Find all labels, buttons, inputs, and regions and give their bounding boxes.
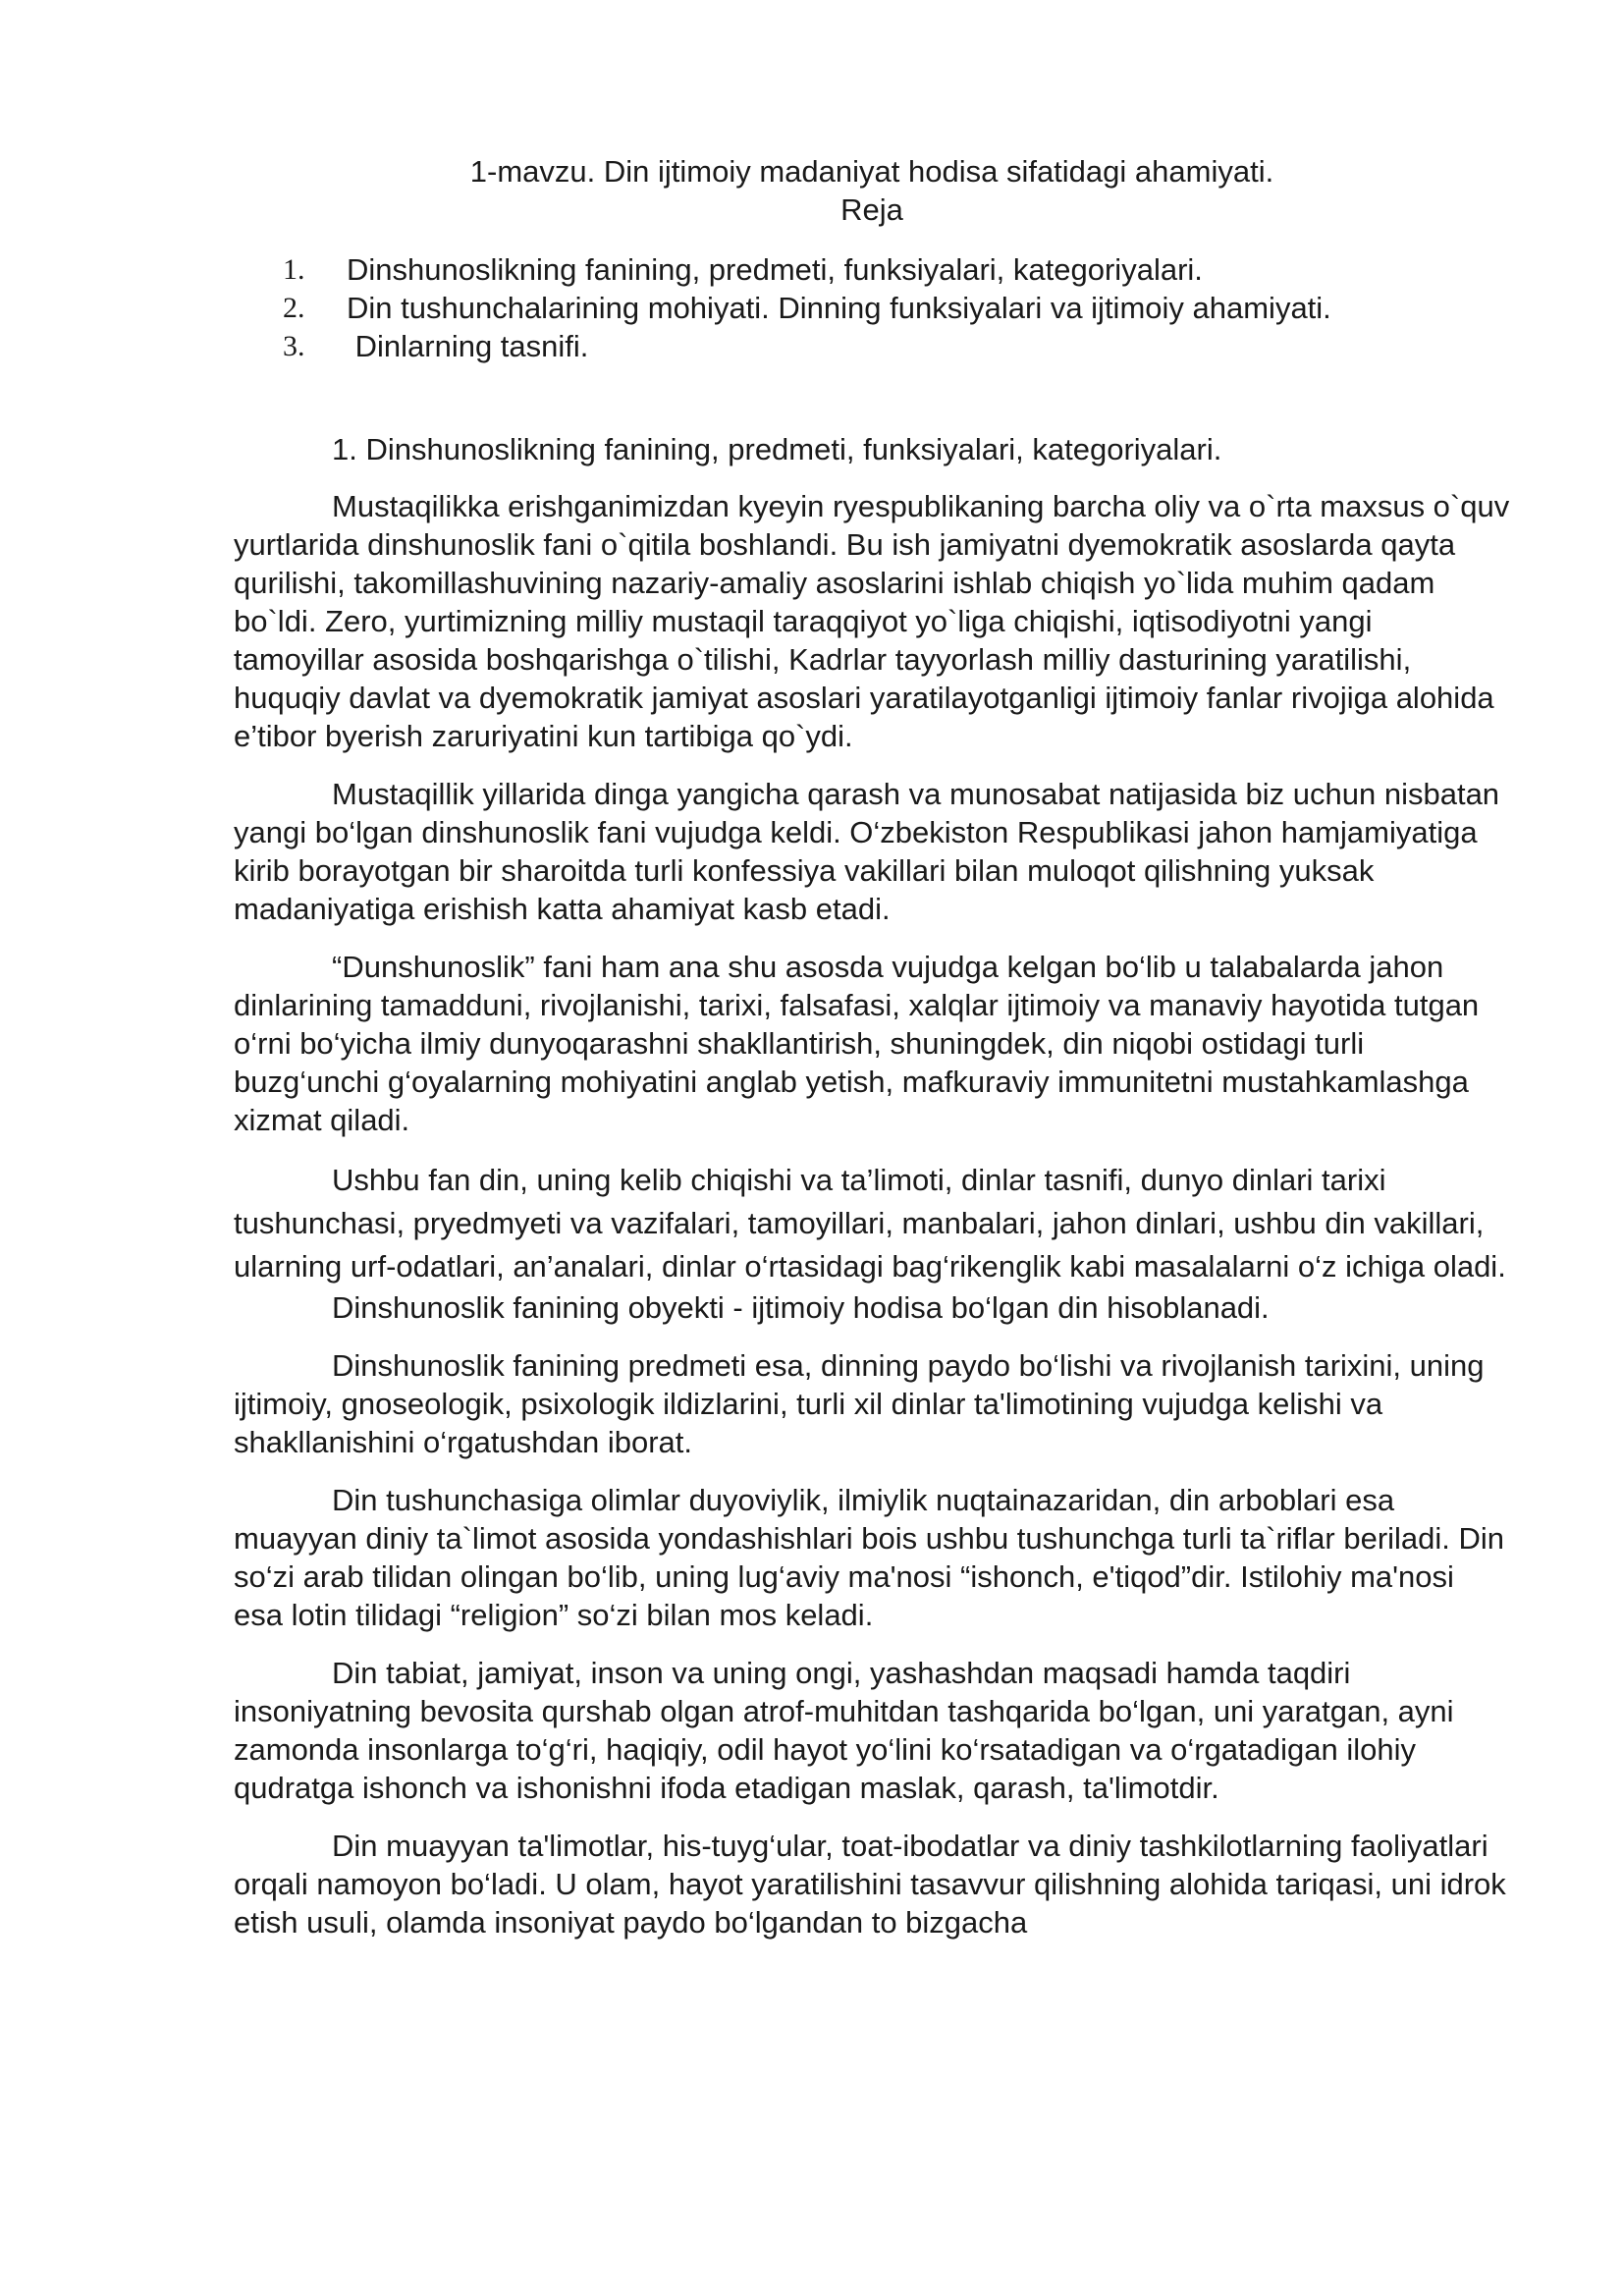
plan-item	[234, 289, 1510, 327]
plan-item-text: Dinlarning tasnifi.	[347, 329, 589, 363]
paragraph: “Dunshunoslik” fani ham ana shu asosda vujudga kelgan bo‘lib u talabalarda jahon dinlarining tamadduni, rivojlanishi, tarixi, falsafasi, xalqlar ijtimoiy va manaviy hayotida tutgan o‘rni bo‘yicha ilmiy dunyoqarashni shakllantirish, shuningdek, din niqobi ostidagi turli buzg‘unchi g‘oyalarning mohiyatini anglab yetish, mafkuraviy immunitetni mustahkamlashga xizmat qiladi.	[234, 950, 1480, 1137]
plan-list	[234, 250, 1510, 365]
plan-item-number: 1.	[283, 253, 305, 286]
paragraph: Dinshunoslik fanining predmeti esa, dinning paydo bo‘lishi va rivojlanish tarixini, uning ijtimoiy, gnoseologik, psixologik ildizlarini, turli xil dinlar ta'limotining vujudga kelishi va shakllanishini o‘rgatushdan iborat.	[234, 1348, 1485, 1459]
plan-label: Reja	[840, 192, 903, 227]
plan-item-number: 2.	[283, 292, 305, 324]
plan-item	[234, 327, 1510, 365]
document-body	[234, 152, 1510, 1961]
paragraph: Mustaqillik yillarida dinga yangicha qarash va munosabat natijasida biz uchun nisbatan yangi bo‘lgan dinshunoslik fani vujudga keldi. O‘zbekiston Respublikasi jahon hamjamiyatiga kirib borayotgan bir sharoitda turli konfessiya vakillari bilan muloqot qilishning yuksak madaniyatiga erishish katta ahamiyat kasb etadi.	[234, 777, 1500, 926]
paragraph: Din muayyan ta'limotlar, his-tuyg‘ular, toat-ibodatlar va diniy tashkilotlarning faoliyatlari orqali namoyon bo‘ladi. U olam, hayot yaratilishini tasavvur qilishning alohida tariqasi, uni idrok etish usuli, olamda insoniyat paydo bo‘lgandan to bizgacha	[234, 1829, 1506, 1940]
document-title: 1-mavzu. Din ijtimoiy madaniyat hodisa sifatidagi ahamiyati.	[469, 154, 1274, 189]
plan-item-text: Dinshunoslikning fanining, predmeti, funksiyalari, kategoriyalari.	[347, 252, 1203, 287]
plan-item-number: 3.	[283, 330, 305, 362]
paragraph: Din tushunchasiga olimlar duyoviylik, ilmiylik nuqtainazaridan, din arboblari esa muayyan diniy ta`limot asosida yondashishlari bois ushbu tushunchga turli ta`riflar beriladi. Din so‘zi arab tilidan olingan bo‘lib, uning lug‘aviy ma'nosi “ishonch, e'tiqod”dir. Istilohiy ma'nosi esa lotin tilidagi “religion” so‘zi bilan mos keladi.	[234, 1483, 1505, 1632]
paragraph: Ushbu fan din, uning kelib chiqishi va ta’limoti, dinlar tasnifi, dunyo dinlari tarixi tushunchasi, pryedmyeti va vazifalari, tamoyillari, manbalari, jahon dinlari, ushbu din vakillari, ularning urf-odatlari, an’analari, dinlar o‘rtasidagi bag‘rikenglik kabi masalalarni o‘z ichiga oladi.	[234, 1163, 1506, 1284]
paragraph: Dinshunoslik fanining obyekti - ijtimoiy hodisa bo‘lgan din hisoblanadi.	[332, 1290, 1270, 1325]
paragraph: Mustaqilikka erishganimizdan kyeyin ryespublikaning barcha oliy va o`rta maxsus o`quv yurtlarida dinshunoslik fani o`qitila boshlandi. Bu ish jamiyatni dyemokratik asoslarda qayta qurilishi, takomillashuvining nazariy-amaliy asoslarini ishlab chiqish yo`lida muhim qadam bo`ldi. Zero, yurtimizning milliy mustaqil taraqqiyot yo`liga chiqishi, iqtisodiyotni yangi tamoyillar asosida boshqarishga o`tilishi, Kadrlar tayyorlash milliy dasturining yaratilishi, huquqiy davlat va dyemokratik jamiyat asoslari yaratilayotganligi ijtimoiy fanlar rivojiga alohida e’tibor byerish zaruriyatini kun tartibiga qo`ydi.	[234, 489, 1510, 753]
plan-item-text: Din tushunchalarining mohiyati. Dinning funksiyalari va ijtimoiy ahamiyati.	[347, 291, 1331, 325]
plan-item	[234, 250, 1510, 289]
paragraph: Din tabiat, jamiyat, inson va uning ongi, yashashdan maqsadi hamda taqdiri insoniyatning bevosita qurshab olgan atrof-muhitdan tashqarida bo‘lgan, uni yaratgan, ayni zamonda insonlarga to‘g‘ri, haqiqiy, odil hayot yo‘lini ko‘rsatadigan va o‘rgatadigan ilohiy qudratga ishonch va ishonishni ifoda etadigan maslak, qarash, ta'limotdir.	[234, 1656, 1454, 1805]
section-heading: 1. Dinshunoslikning fanining, predmeti, funksiyalari, kategoriyalari.	[332, 432, 1222, 466]
